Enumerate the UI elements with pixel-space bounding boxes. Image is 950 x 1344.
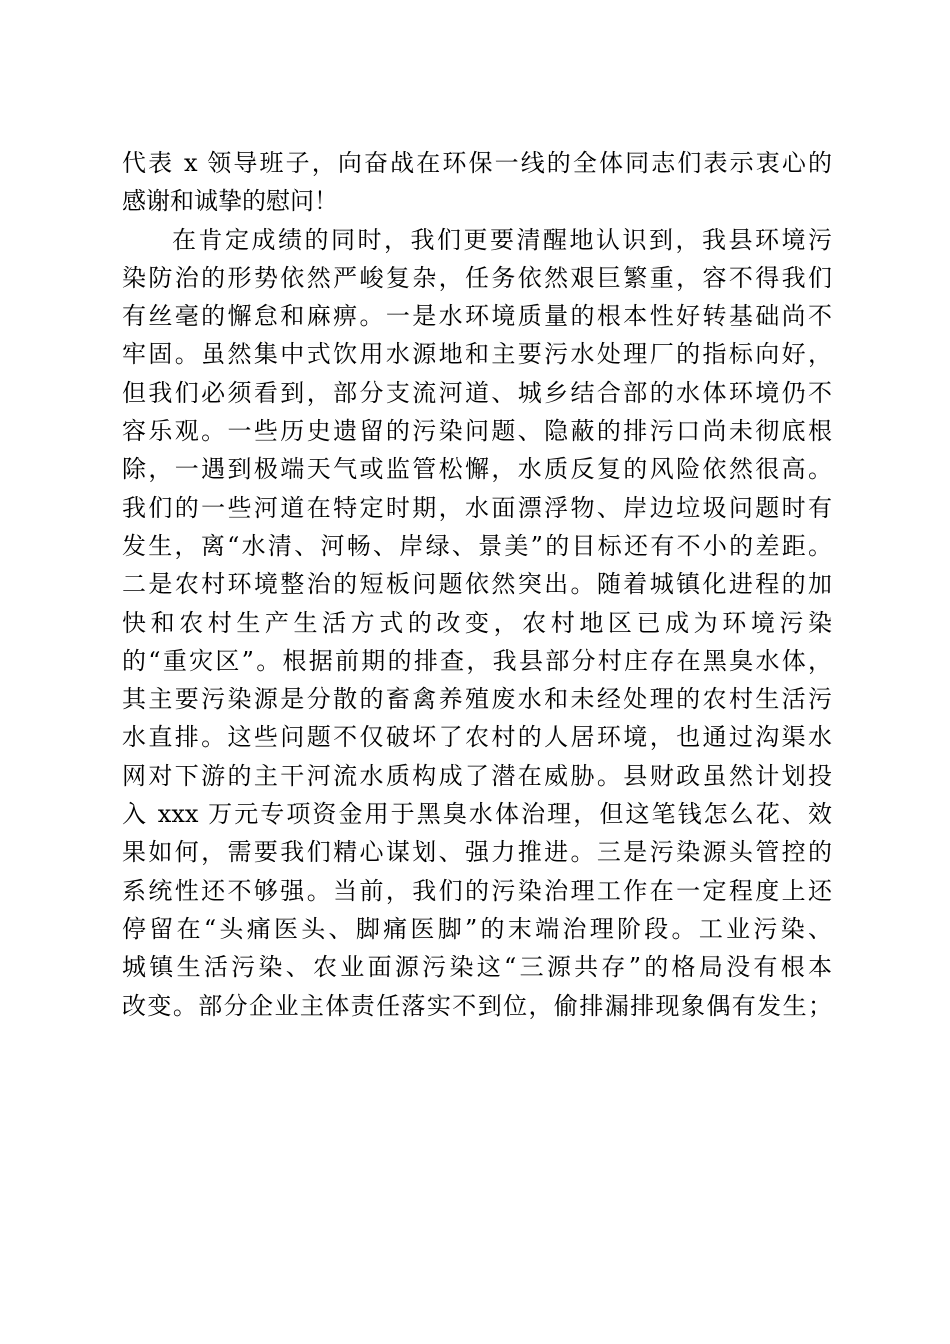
text-line: 有丝毫的懈怠和麻痹。一是水环境质量的根本性好转基础尚不 bbox=[122, 302, 832, 331]
text-line: 停留在“头痛医头、脚痛医脚”的末端治理阶段。工业污染、 bbox=[122, 914, 832, 943]
text-line: 的“重灾区”。根据前期的排查，我县部分村庄存在黑臭水体， bbox=[122, 646, 832, 675]
text-line: 网对下游的主干河流水质构成了潜在威胁。县财政虽然计划投 bbox=[122, 761, 832, 790]
text-line: 但我们必须看到，部分支流河道、城乡结合部的水体环境仍不 bbox=[122, 378, 832, 407]
text-line: 快和农村生产生活方式的改变，农村地区已成为环境污染 bbox=[122, 608, 832, 637]
text-line: 改变。部分企业主体责任落实不到位，偷排漏排现象偶有发生； bbox=[122, 991, 832, 1020]
text-line: 水直排。这些问题不仅破坏了农村的人居环境，也通过沟渠水 bbox=[122, 723, 832, 752]
text-line: 果如何，需要我们精心谋划、强力推进。三是污染源头管控的 bbox=[122, 838, 832, 867]
text-line: 我们的一些河道在特定时期，水面漂浮物、岸边垃圾问题时有 bbox=[122, 493, 832, 522]
text-line: 城镇生活污染、农业面源污染这“三源共存”的格局没有根本 bbox=[122, 953, 832, 982]
text-line: 容乐观。一些历史遗留的污染问题、隐蔽的排污口尚未彻底根 bbox=[122, 417, 832, 446]
text-line: 入 xxx 万元专项资金用于黑臭水体治理，但这笔钱怎么花、效 bbox=[122, 800, 832, 829]
text-line: 除，一遇到极端天气或监管松懈，水质反复的风险依然很高。 bbox=[122, 455, 832, 484]
text-line: 牢固。虽然集中式饮用水源地和主要污水处理厂的指标向好， bbox=[122, 340, 832, 369]
text-line: 发生，离“水清、河畅、岸绿、景美”的目标还有不小的差距。 bbox=[122, 531, 832, 560]
text-line: 其主要污染源是分散的畜禽养殖废水和未经处理的农村生活污 bbox=[122, 685, 832, 714]
text-line: 染防治的形势依然严峻复杂，任务依然艰巨繁重，容不得我们 bbox=[122, 263, 832, 292]
body-text bbox=[122, 144, 832, 1025]
text-line: 代表 x 领导班子，向奋战在环保一线的全体同志们表示衷心的 bbox=[122, 149, 832, 177]
text-line: 系统性还不够强。当前，我们的污染治理工作在一定程度上还 bbox=[122, 876, 832, 905]
paragraph-start-line: 在肯定成绩的同时，我们更要清醒地认识到，我县环境污 bbox=[172, 225, 832, 254]
text-line: 感谢和诚挚的慰问！ bbox=[122, 187, 338, 216]
text-line: 二是农村环境整治的短板问题依然突出。随着城镇化进程的加 bbox=[122, 570, 832, 599]
